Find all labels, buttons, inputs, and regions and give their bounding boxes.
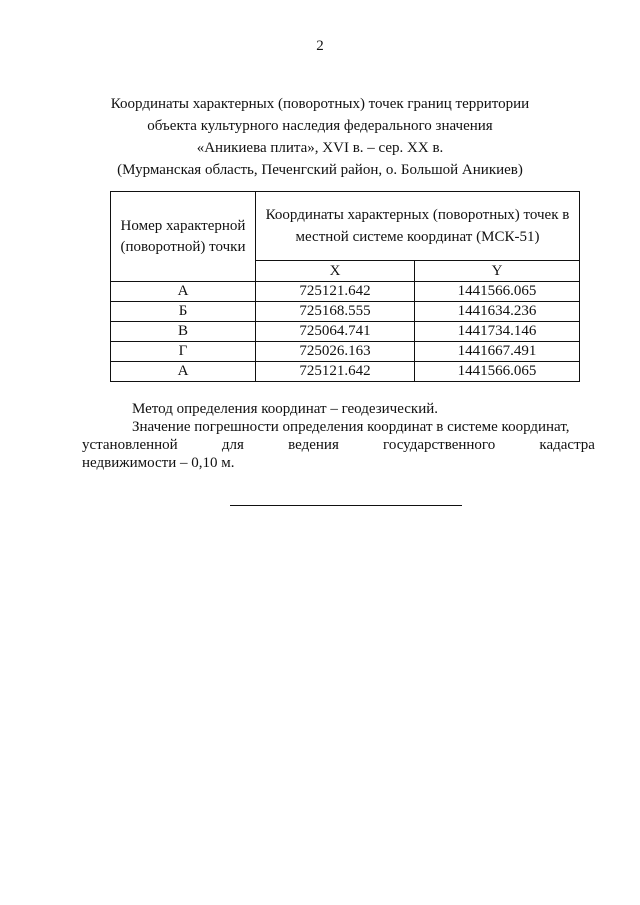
x-cell: 725064.741 xyxy=(256,322,415,342)
signature-line xyxy=(230,505,462,506)
x-cell: 725168.555 xyxy=(256,302,415,322)
accuracy-word: для xyxy=(221,437,244,453)
header-coordinates: Координаты характерных (поворотных) точек в местной системе координат (МСК-51) xyxy=(256,192,580,261)
table-row xyxy=(111,342,580,362)
y-cell: 1441634.236 xyxy=(415,302,580,322)
title-line-2: объекта культурного наследия федерального значения xyxy=(147,118,493,134)
method-paragraph: Метод определения координат – геодезический. xyxy=(132,401,438,417)
x-cell: 725121.642 xyxy=(256,362,415,382)
header-x: X xyxy=(256,261,415,282)
point-cell: А xyxy=(111,362,256,382)
y-cell: 1441566.065 xyxy=(415,362,580,382)
x-cell: 725121.642 xyxy=(256,282,415,302)
page-number: 2 xyxy=(316,38,324,54)
point-cell: А xyxy=(111,282,256,302)
accuracy-line-1: Значение погрешности определения координат в системе координат, xyxy=(132,419,570,435)
body-text xyxy=(82,400,595,472)
coordinates-table xyxy=(110,191,580,382)
title-line-4: (Мурманская область, Печенгский район, о. Большой Аникиев) xyxy=(117,162,523,178)
x-cell: 725026.163 xyxy=(256,342,415,362)
y-cell: 1441566.065 xyxy=(415,282,580,302)
table-row xyxy=(111,282,580,302)
accuracy-line-3: недвижимости – 0,10 м. xyxy=(82,455,235,471)
accuracy-word: кадастра xyxy=(539,437,595,453)
title-line-1: Координаты характерных (поворотных) точек границ территории xyxy=(110,96,530,112)
header-y: Y xyxy=(415,261,580,282)
point-cell: Г xyxy=(111,342,256,362)
point-cell: В xyxy=(111,322,256,342)
document-title xyxy=(60,93,580,181)
table-row xyxy=(111,362,580,382)
accuracy-line-2 xyxy=(82,436,595,454)
y-cell: 1441667.491 xyxy=(415,342,580,362)
accuracy-word: установленной xyxy=(82,437,178,453)
title-line-3: «Аникиева плита», XVI в. – сер. XX в. xyxy=(196,140,444,156)
accuracy-word: государственного xyxy=(383,437,496,453)
y-cell: 1441734.146 xyxy=(415,322,580,342)
point-cell: Б xyxy=(111,302,256,322)
header-point-number: Номер характерной (поворотной) точки xyxy=(111,192,256,282)
accuracy-word: ведения xyxy=(288,437,339,453)
table-row xyxy=(111,322,580,342)
table-row xyxy=(111,302,580,322)
